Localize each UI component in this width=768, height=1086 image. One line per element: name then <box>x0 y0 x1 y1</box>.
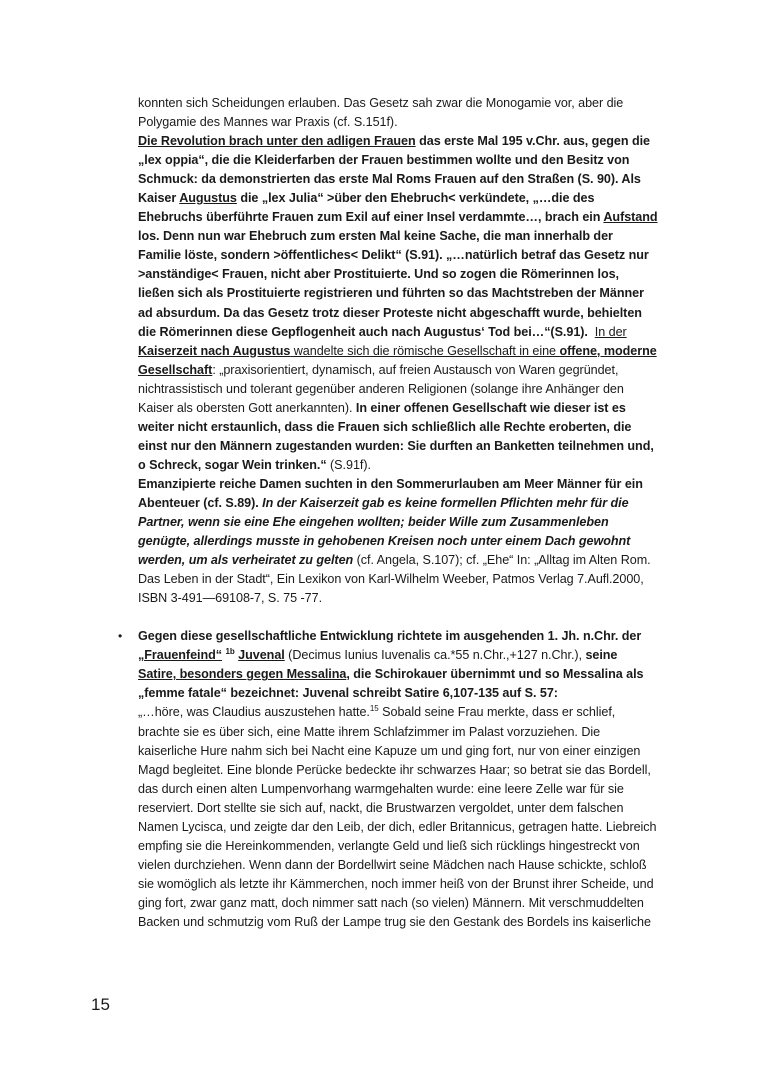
text-seine: seine <box>585 648 618 663</box>
list-item <box>118 627 658 932</box>
document-body <box>118 94 658 932</box>
text-divorce: konnten sich Scheidungen erlauben. Das Gesetz sah zwar die Monogamie vor, aber die Polygamie des Mannes war Praxis (cf. S.151f). <box>138 96 624 130</box>
text-quote-start: „…höre, was Claudius auszustehen hatte. <box>138 705 370 720</box>
aufstand-label: Aufstand <box>603 210 658 225</box>
juvenal-label: Juvenal <box>238 648 285 663</box>
revolution-heading: Die Revolution brach unter den adligen Frauen <box>138 134 416 149</box>
text-society-change: wandelte sich die römische Gesellschaft in eine <box>290 343 560 358</box>
text-lex-julia: die „lex Julia“ >über den Ehebruch< verkündete, „…die des Ehebruchs überführte Frauen zum Exil auf einer Insel verdammte…, brach ein <box>138 191 604 225</box>
text-citation-s91f: (S.91f). <box>326 457 371 472</box>
text-literature-reference: (cf. Angela, S.107); cf. „Ehe“ In: „Alltag im Alten Rom. Das Leben in der Stadt“, Ein Lexikon von Karl-Wilhelm Weeber, Patmos Verlag 7.Aufl.2000, ISBN 3-491—69108-7, S. 75 -77. <box>138 553 651 606</box>
bullet-icon: • <box>118 629 123 644</box>
text-open-society-quote: : „praxisorientiert, dynamisch, auf freien Austausch von Waren gegründet, nichtrassistisch und tolerant gegenüber anderen Religionen (solange ihre Anhänger den Kaiser als obersten Gott anerkannten). <box>138 362 624 415</box>
satire-label: Satire, besonders gegen Messalina <box>138 667 347 682</box>
text-kaiserzeit-intro: In der <box>594 324 627 339</box>
text-marriage-duties: In der Kaiserzeit gab es keine formellen Pflichten mehr für die Partner, wenn sie eine Ehe eingehen wollten; beider Wille zum Zusammenleben genügte, allerdings musste in gehobenen Kreisen noch unter einem Dach gewohnt werden, um als verheiratet zu gelten <box>138 495 631 568</box>
text-femme-fatale: , die Schirokauer übernimmt und so Messalina als „femme fatale“ bezeichnet: Juvenal schreibt Satire 6,107-135 auf S. 57: <box>138 667 644 701</box>
text-lex-oppia: das erste Mal 195 v.Chr. aus, gegen die „lex oppia“, die die Kleiderfarben der Frauen bestimmen wollte und den Besitz von Schmuck: da demonstrierten das erste Mal Roms Frauen auf den Straßen (S. 90). Als Kaiser <box>138 134 651 206</box>
text-women-rights: In einer offenen Gesellschaft wie dieser ist es weiter nicht erstaunlich, dass die Frauen sich schließlich alle Rechte eroberten, die einst nur den Männern zugestanden wurden: Sie durften an Banketten teilnehmen und, o Schreck, sogar Wein trinken.“ <box>138 400 654 472</box>
footnote-1b: 1b <box>225 647 235 657</box>
open-society-label: offene, moderne Gesellschaft <box>138 343 657 377</box>
text-quote-body: Sobald seine Frau merkte, dass er schlief, brachte sie es über sich, eine Matte ihrem Schlafzimmer im Palast vorzuziehen. Die kaiserliche Hure nahm sich bei Nacht eine Kapuze um und ging fort, nur von einer einzigen Magd begleitet. Eine blonde Perücke bedeckte ihr schwarzes Haar; so betrat sie das Bordell, das durch einen alten Lumpenvorhang warmgehalten wurde: eine leere Zelle war für sie reserviert. Dort stellte sie sich auf, nackt, die Brustwarzen vergoldet, unter dem falschen Namen Lycisca, und zeigte dar den Leib, der dich, edler Britannicus, getragen hatte. Liebreich empfing sie die Hereinkommenden, verlangte Geld und ließ sich rücklings hingestreckt von vielen durchziehen. Wenn dann der Bordellwirt seine Mädchen nach Hause schickte, schloß sie womöglich als letzte ihr Kämmerchen, noch immer heiß von der Brunst ihrer Scheide, und ging fort, zwar ganz matt, doch nimmer satt nach (so vielen) Männern. Mit verschmuddelten Backen und schmutzig vom Ruß der Lampe trug sie den Gestank des Bordels ins kaiserliche <box>138 705 657 929</box>
augustus-label: Augustus <box>179 191 237 206</box>
paragraph-roman-women <box>138 94 658 608</box>
page-number: 15 <box>91 995 110 1014</box>
text-adultery: los. Denn nun war Ehebruch zum ersten Mal keine Sache, die man innerhalb der Familie löste, sondern >öffentliches< Delikt“ (S.91). „…natürlich betraf das Gesetz nur >anständige< Frauen, nicht aber Prostituierte. Und so zogen die Römerinnen los, ließen sich als Prostituierte registrieren und führten so das Machtstreben der Männer ad absurdum. Da das Gesetz trotz dieser Proteste nicht abgeschafft wurde, behielten die Römerinnen diese Gepflogenheit auch nach Augustus‘ Tod bei…“(S.91). <box>138 229 649 339</box>
frauenfeind-label: „Frauenfeind“ <box>138 648 223 663</box>
text-juvenal-dates: (Decimus Iunius Iuvenalis ca.*55 n.Chr.,+127 n.Chr.), <box>284 648 586 663</box>
kaiserzeit-label: Kaiserzeit nach Augustus <box>138 343 291 358</box>
paragraph-juvenal <box>138 627 658 932</box>
text-juvenal-intro: Gegen diese gesellschaftliche Entwicklung richtete im ausgehenden 1. Jh. n.Chr. der <box>138 629 642 644</box>
text-emancipated-ladies: Emanzipierte reiche Damen suchten in den Sommerurlauben am Meer Männer für ein Abenteuer (cf. S.89). <box>138 476 643 510</box>
footnote-15: 15 <box>369 704 379 714</box>
